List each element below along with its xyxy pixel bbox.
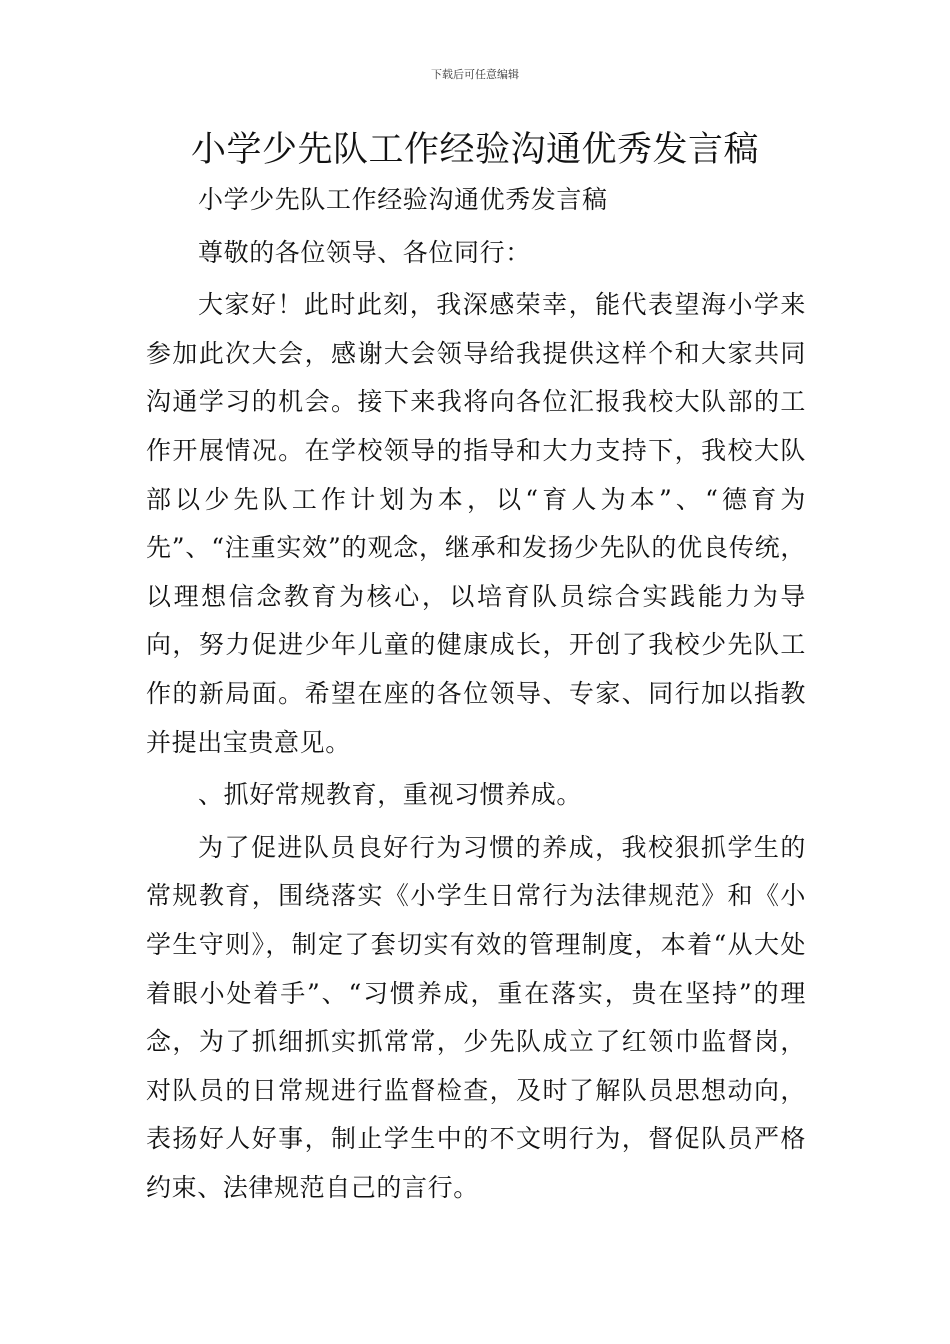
intro-paragraph: 大家好！此时此刻，我深感荣幸，能代表望海小学来参加此次大会，感谢大会领导给我提供这样个和大家共同沟通学习的机会。接下来我将向各位汇报我校大队部的工作开展情况。在学校领导的指导和大力支持下，我校大队部以少先队工作计划为本，以“育人为本”、“德育为先”、“注重实效”的观念，继承和发扬少先队的优良传统，以理想信念教育为核心，以培育队员综合实践能力为导向，努力促进少年儿童的健康成长，开创了我校少先队工作的新局面。希望在座的各位领导、专家、同行加以指教并提出宝贵意见。 (146, 290, 806, 757)
subtitle-paragraph: 小学少先队工作经验沟通优秀发言稿 (198, 185, 608, 214)
document-title: 小学少先队工作经验沟通优秀发言稿 (190, 130, 759, 170)
section-heading: 、抓好常规教育，重视习惯养成。 (198, 780, 583, 810)
document-body (146, 176, 806, 1212)
page-header-note: 下载后可任意编辑 (431, 68, 519, 81)
salutation-paragraph: 尊敬的各位领导、各位同行： (198, 237, 531, 267)
body-paragraph: 为了促进队员良好行为习惯的养成，我校狠抓学生的常规教育，围绕落实《小学生日常行为法律规范》和《小学生守则》，制定了套切实有效的管理制度，本着“从大处着眼小处着手”、“习惯养成，重在落实，贵在坚持”的理念，为了抓细抓实抓常常，少先队成立了红领巾监督岗，对队员的日常规进行监督检查，及时了解队员思想动向，表扬好人好事，制止学生中的不文明行为，督促队员严格约束、法律规范自己的言行。 (146, 832, 806, 1202)
